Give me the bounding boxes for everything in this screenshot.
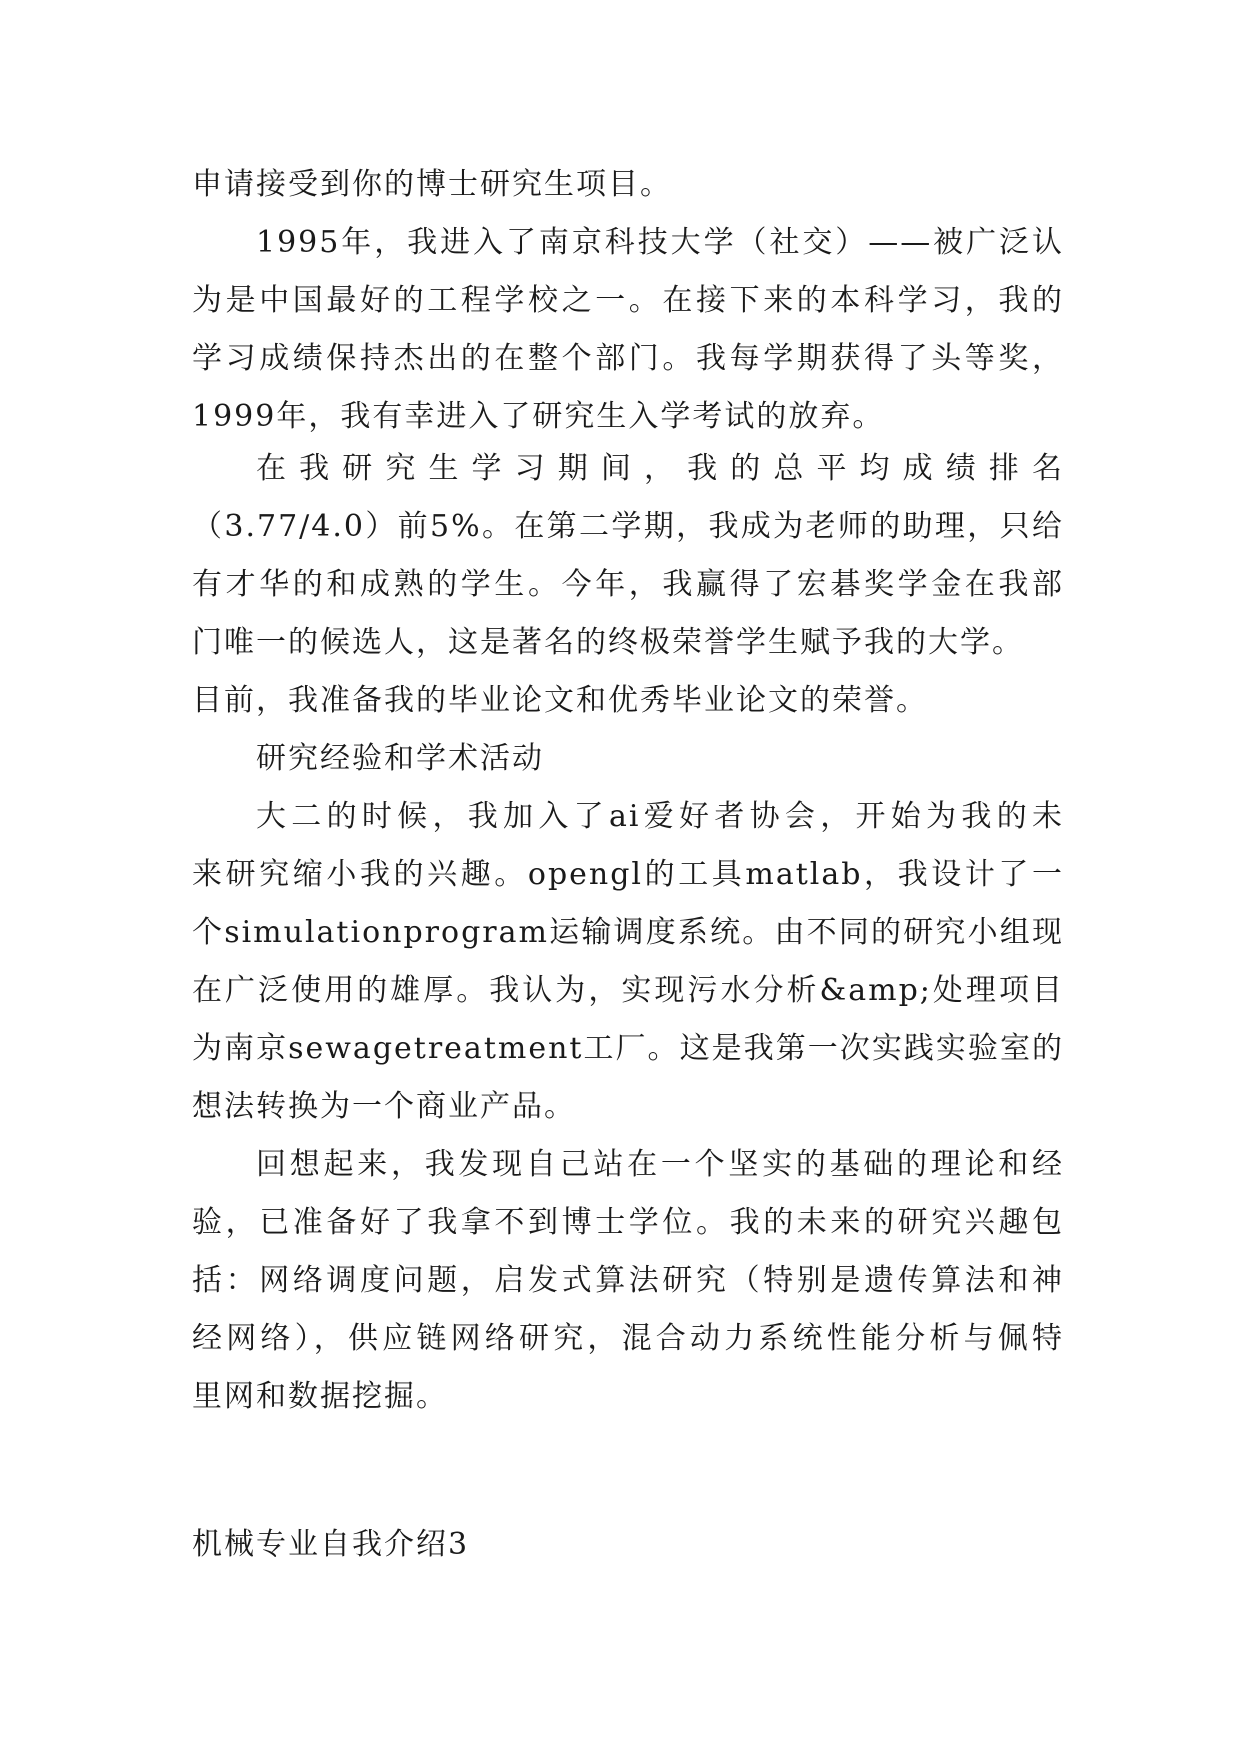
paragraph-line: 在广泛使用的雄厚。我认为，实现污水分析&amp;处理项目 bbox=[192, 973, 1064, 1008]
section-heading bbox=[192, 730, 1064, 788]
paragraph-line: 学习成绩保持杰出的在整个部门。我每学期获得了头等奖， bbox=[192, 341, 1064, 376]
paragraph-line: 回想起来，我发现自己站在一个坚实的基础的理论和经 bbox=[256, 1147, 1064, 1182]
paragraph-line: 来研究缩小我的兴趣。opengl的工具matlab，我设计了一 bbox=[192, 857, 1064, 892]
graduate-study-paragraph bbox=[192, 440, 1064, 730]
paragraph-line: 里网和数据挖掘。 bbox=[192, 1379, 448, 1414]
paragraph-line: 为是中国最好的工程学校之一。在接下来的本科学习，我的 bbox=[192, 283, 1064, 318]
paragraph-line: 想法转换为一个商业产品。 bbox=[192, 1089, 576, 1124]
education-paragraph bbox=[192, 214, 1064, 446]
paragraph-line: 有才华的和成熟的学生。今年，我赢得了宏碁奖学金在我部 bbox=[192, 567, 1064, 602]
section-heading-text: 研究经验和学术活动 bbox=[256, 741, 544, 776]
paragraph-line: 为南京sewagetreatment工厂。这是我第一次实践实验室的 bbox=[192, 1031, 1064, 1066]
future-interests-paragraph bbox=[192, 1136, 1064, 1426]
next-section-title-text: 机械专业自我介绍3 bbox=[192, 1527, 470, 1562]
paragraph-line: 门唯一的候选人，这是著名的终极荣誉学生赋予我的大学。 bbox=[192, 625, 1024, 660]
paragraph-line: 目前，我准备我的毕业论文和优秀毕业论文的荣誉。 bbox=[192, 683, 928, 718]
paragraph-line: 1999年，我有幸进入了研究生入学考试的放弃。 bbox=[192, 399, 885, 434]
paragraph-line: 括：网络调度问题，启发式算法研究（特别是遗传算法和神 bbox=[192, 1263, 1064, 1298]
paragraph-line: 验，已准备好了我拿不到博士学位。我的未来的研究兴趣包 bbox=[192, 1205, 1064, 1240]
paragraph-line: 个simulationprogram运输调度系统。由不同的研究小组现 bbox=[192, 915, 1064, 950]
paragraph-line: 申请接受到你的博士研究生项目。 bbox=[192, 167, 672, 202]
paragraph-line: 在我研究生学习期间，我的总平均成绩排名 bbox=[256, 451, 1064, 486]
research-paragraph bbox=[192, 788, 1064, 1136]
next-section-title bbox=[192, 1516, 1064, 1574]
paragraph-line: 经网络），供应链网络研究，混合动力系统性能分析与佩特 bbox=[192, 1321, 1064, 1356]
paragraph-line: 1995年，我进入了南京科技大学（社交）——被广泛认 bbox=[256, 225, 1064, 260]
continuation-paragraph bbox=[192, 156, 1064, 214]
paragraph-line: 大二的时候，我加入了ai爱好者协会，开始为我的未 bbox=[256, 799, 1064, 834]
paragraph-line: （3.77/4.0）前5%。在第二学期，我成为老师的助理，只给 bbox=[192, 509, 1064, 544]
